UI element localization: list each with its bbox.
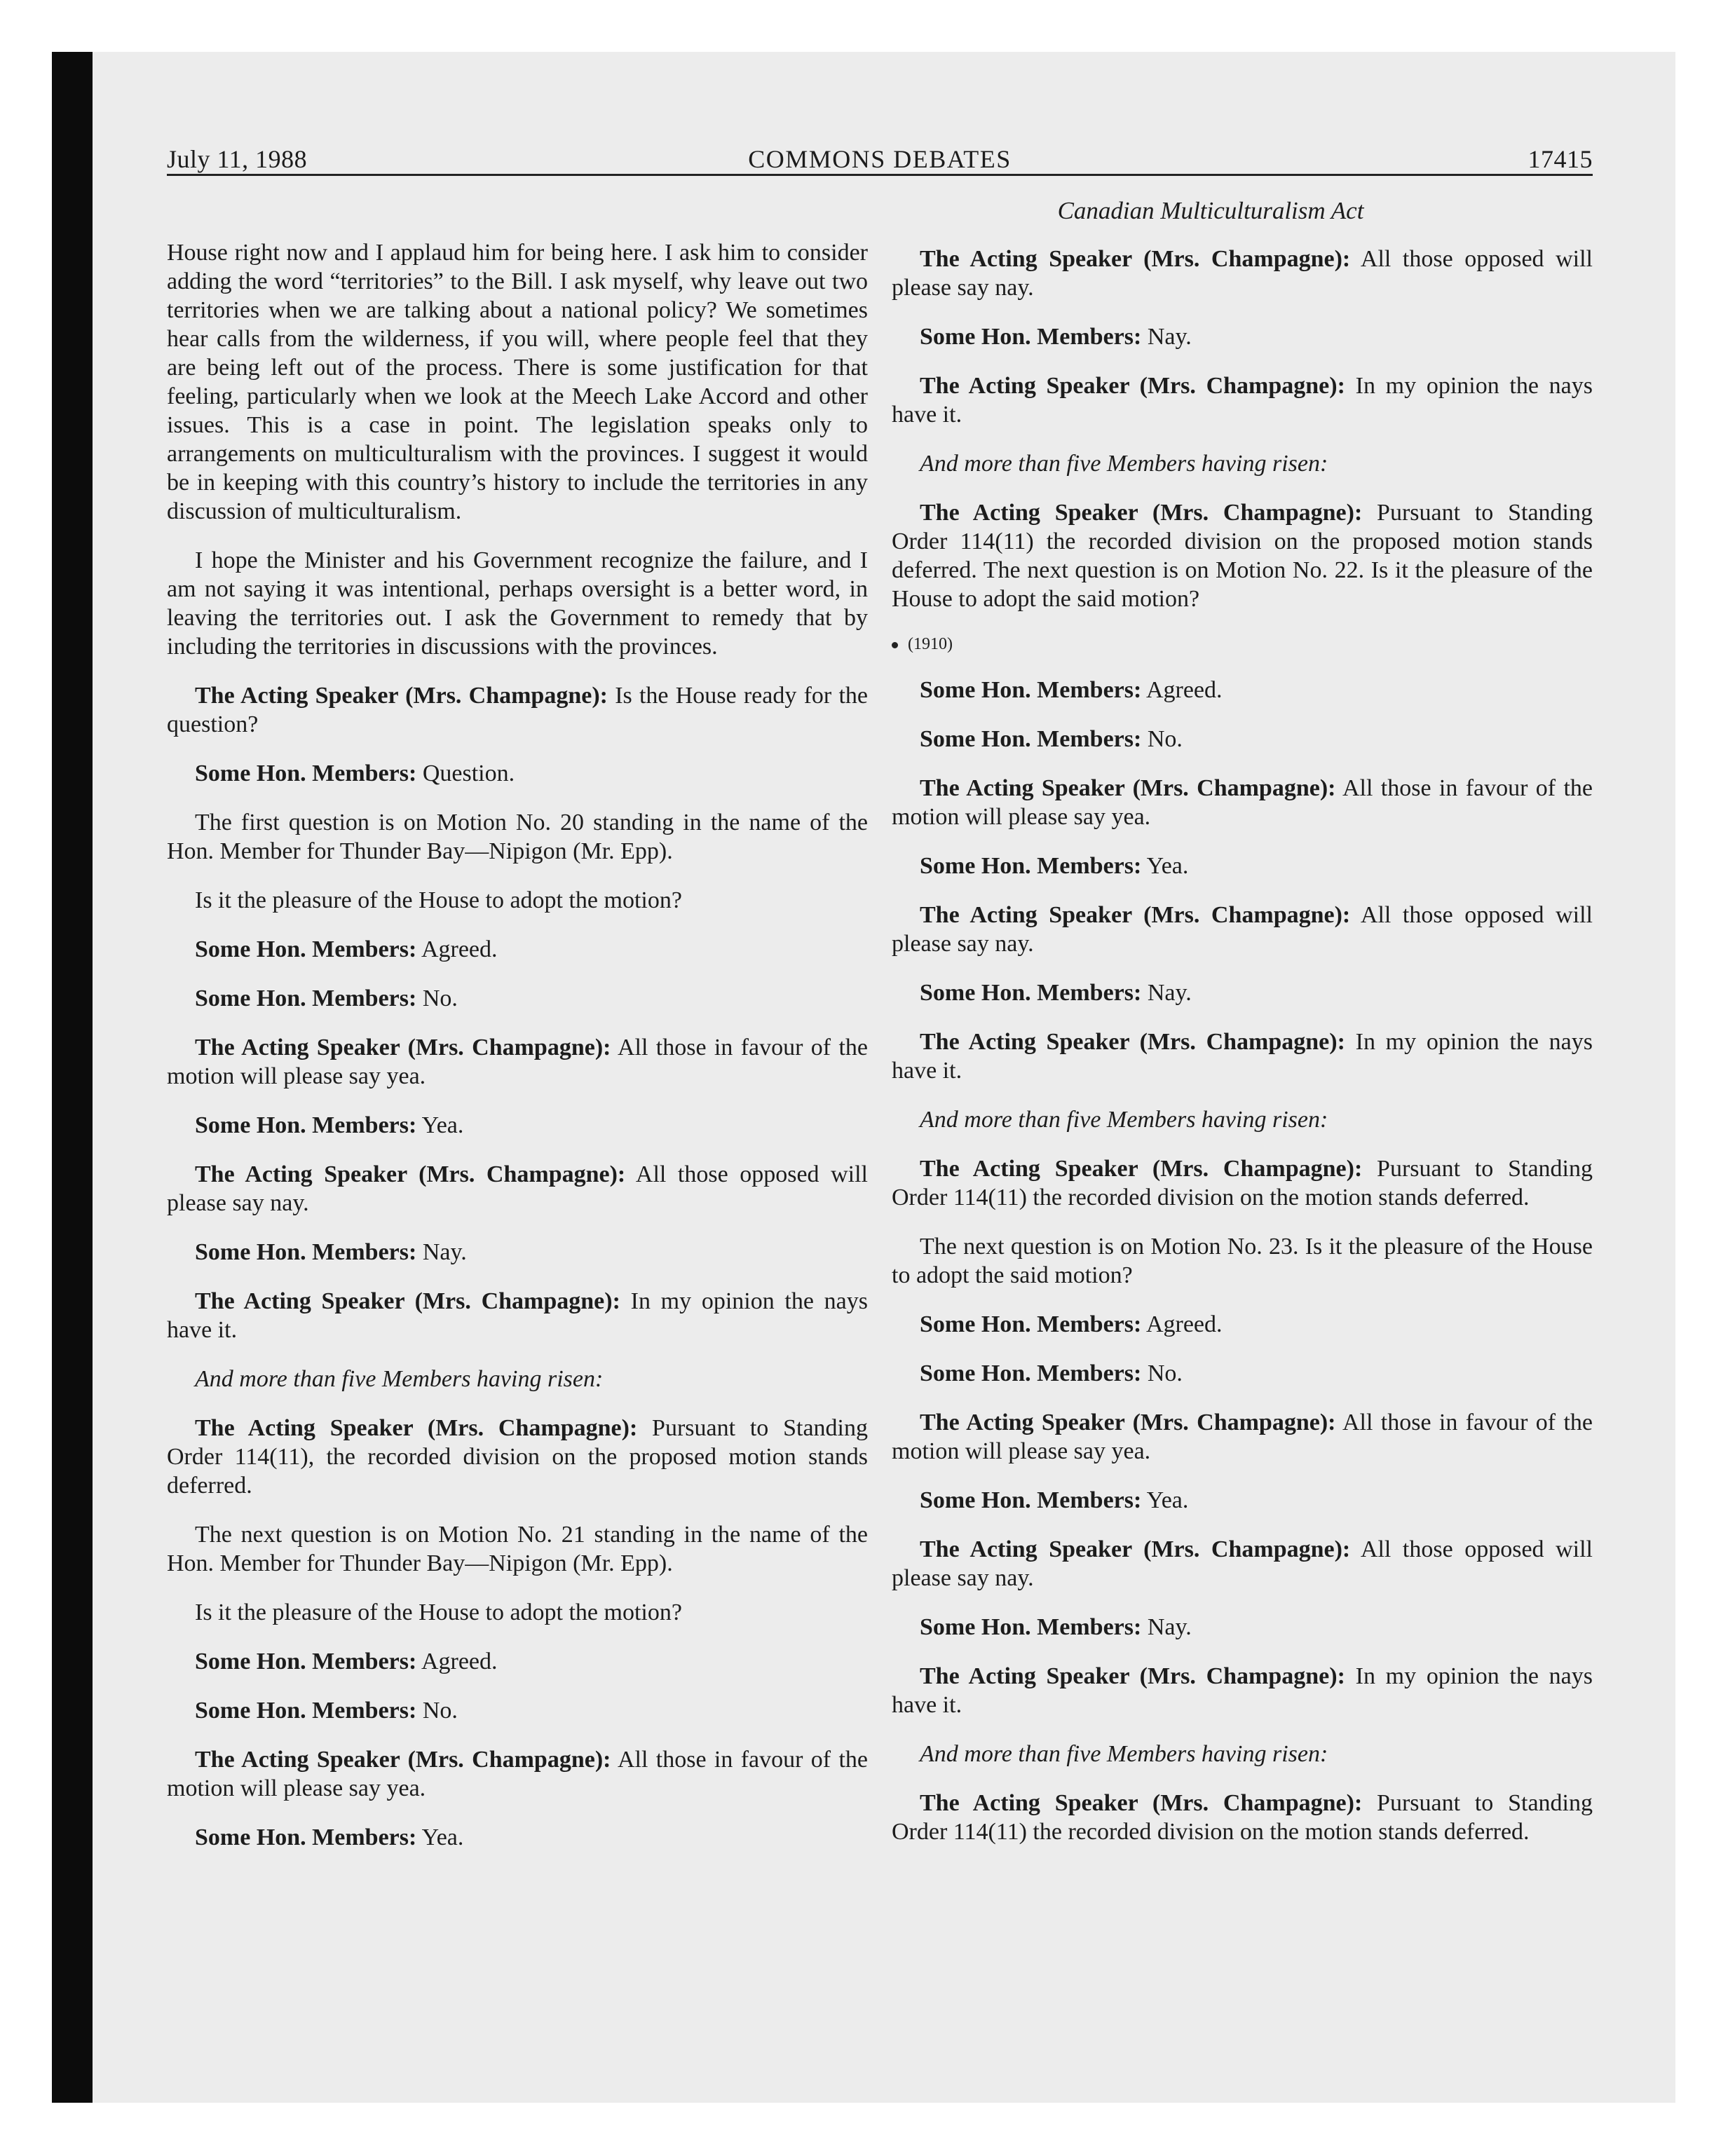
procedural-note-text: And more than five Members having risen: (920, 1741, 1328, 1767)
speech-text: All those in favour of the motion will please say yea. (892, 1410, 1593, 1464)
speech-text: No. (1141, 1360, 1183, 1386)
body-paragraph (892, 1232, 1593, 1290)
header-rule (167, 174, 1593, 176)
speaker-name: Some Hon. Members: (195, 936, 417, 962)
speech-text: In my opinion the nays have it. (892, 1029, 1593, 1084)
speaker-name: Some Hon. Members: (195, 1698, 417, 1724)
speech-text: No. (1141, 726, 1183, 752)
procedural-note (167, 1365, 868, 1393)
speaker-name: The Acting Speaker (Mrs. Champagne): (195, 1415, 638, 1441)
procedural-note-text: And more than five Members having risen: (920, 451, 1328, 477)
speaker-name: The Acting Speaker (Mrs. Champagne): (920, 500, 1363, 526)
right-column (892, 245, 1593, 1846)
speech-text: Agreed. (1141, 1311, 1223, 1337)
time-marker-text: (1910) (908, 635, 953, 653)
speech-paragraph (892, 978, 1593, 1007)
body-paragraph (167, 886, 868, 915)
speech-paragraph (892, 498, 1593, 613)
speech-paragraph (892, 1408, 1593, 1466)
speech-paragraph (167, 681, 868, 739)
speaker-name: Some Hon. Members: (920, 980, 1142, 1006)
body-paragraph (167, 1598, 868, 1627)
paragraph-text: The next question is on Motion No. 23. Is it the pleasure of the House to adopt the said motion? (892, 1234, 1593, 1288)
speaker-name: The Acting Speaker (Mrs. Champagne): (920, 373, 1345, 399)
procedural-note (892, 1105, 1593, 1134)
speech-text: All those opposed will please say nay. (892, 902, 1593, 957)
paragraph-text: Is it the pleasure of the House to adopt the motion? (195, 887, 682, 913)
speech-text: All those opposed will please say nay. (167, 1161, 868, 1216)
speaker-name: The Acting Speaker (Mrs. Champagne): (195, 1288, 620, 1314)
page-header (167, 140, 1593, 175)
speaker-name: The Acting Speaker (Mrs. Champagne): (920, 1029, 1345, 1055)
procedural-note-text: And more than five Members having risen: (920, 1107, 1328, 1133)
speech-paragraph (892, 852, 1593, 880)
speech-paragraph (892, 725, 1593, 753)
speech-text: Yea. (416, 1112, 464, 1138)
speech-text: Agreed. (1141, 677, 1223, 703)
speech-text: Pursuant to Standing Order 114(11) the recorded division on the motion stands deferred. (892, 1790, 1593, 1845)
speech-text: In my opinion the nays have it. (892, 373, 1593, 428)
speech-paragraph (892, 901, 1593, 958)
speaker-name: The Acting Speaker (Mrs. Champagne): (920, 902, 1351, 928)
paragraph-text: I hope the Minister and his Government recognize the failure, and I am not saying it was intentional, perhaps oversight is a better word, in leaving the territories out. I ask the Government to remedy that by including the territories in discussions with the provinces. (167, 547, 868, 660)
speaker-name: The Acting Speaker (Mrs. Champagne): (195, 1747, 611, 1773)
right-column-wrapper (892, 196, 1593, 1846)
speaker-name: Some Hon. Members: (920, 1614, 1142, 1640)
speaker-name: Some Hon. Members: (920, 1360, 1142, 1386)
speech-paragraph (892, 774, 1593, 831)
speaker-name: Some Hon. Members: (195, 985, 417, 1011)
speech-paragraph (892, 676, 1593, 704)
speech-text: All those opposed will please say nay. (892, 246, 1593, 301)
speech-paragraph (167, 1823, 868, 1852)
speech-text: Pursuant to Standing Order 114(11), the recorded division on the proposed motion stands deferred. (167, 1415, 868, 1499)
speaker-name: The Acting Speaker (Mrs. Champagne): (195, 1161, 626, 1187)
speaker-name: Some Hon. Members: (195, 1239, 417, 1265)
speaker-name: Some Hon. Members: (195, 1649, 417, 1674)
speech-paragraph (167, 1111, 868, 1140)
bullet-icon (892, 642, 898, 648)
speaker-name: Some Hon. Members: (920, 324, 1142, 350)
speech-text: All those in favour of the motion will please say yea. (892, 775, 1593, 830)
speaker-name: The Acting Speaker (Mrs. Champagne): (920, 1536, 1351, 1562)
speech-paragraph (892, 322, 1593, 351)
body-paragraph (167, 1520, 868, 1578)
speaker-name: The Acting Speaker (Mrs. Champagne): (195, 683, 608, 709)
speech-paragraph (892, 1310, 1593, 1339)
speech-text: Nay. (1141, 1614, 1192, 1640)
running-head: Canadian Multiculturalism Act (1057, 197, 1364, 224)
speaker-name: The Acting Speaker (Mrs. Champagne): (920, 1410, 1336, 1435)
paragraph-text: The first question is on Motion No. 20 standing in the name of the Hon. Member for Thunder Bay—Nipigon (Mr. Epp). (167, 810, 868, 864)
speech-text: Agreed. (416, 1649, 498, 1674)
speech-paragraph (892, 1154, 1593, 1212)
speech-text: No. (416, 1698, 458, 1724)
speech-text: Nay. (1141, 980, 1192, 1006)
speaker-name: The Acting Speaker (Mrs. Champagne): (920, 1790, 1363, 1816)
left-column (167, 238, 868, 1852)
speech-paragraph (167, 1414, 868, 1500)
speech-paragraph (167, 984, 868, 1013)
header-publication: COMMONS DEBATES (748, 145, 1012, 173)
speech-paragraph (167, 1745, 868, 1803)
speech-text: Agreed. (416, 936, 498, 962)
speech-paragraph (167, 759, 868, 788)
speech-text: In my opinion the nays have it. (892, 1663, 1593, 1718)
speech-paragraph (892, 1359, 1593, 1388)
speech-text: Is the House ready for the question? (167, 683, 868, 737)
speech-paragraph (167, 1160, 868, 1217)
speech-paragraph (892, 1486, 1593, 1515)
speech-text: Nay. (416, 1239, 467, 1265)
speaker-name: Some Hon. Members: (195, 760, 417, 786)
speaker-name: The Acting Speaker (Mrs. Champagne): (920, 1156, 1363, 1182)
header-date: July 11, 1988 (167, 145, 308, 173)
speech-text: Yea. (416, 1824, 464, 1850)
binding-edge (52, 52, 93, 2103)
speech-paragraph (892, 371, 1593, 429)
speech-paragraph (167, 935, 868, 964)
speech-paragraph (892, 1535, 1593, 1592)
speech-text: Yea. (1141, 853, 1189, 879)
speaker-name: Some Hon. Members: (920, 1311, 1142, 1337)
paragraph-text: The next question is on Motion No. 21 standing in the name of the Hon. Member for Thunder Bay—Nipigon (Mr. Epp). (167, 1522, 868, 1576)
speech-text: All those in favour of the motion will please say yea. (167, 1035, 868, 1089)
speech-text: Yea. (1141, 1487, 1189, 1513)
speech-paragraph (892, 1789, 1593, 1846)
time-marker (892, 634, 1593, 655)
speech-paragraph (167, 1647, 868, 1676)
speech-paragraph (167, 1696, 868, 1725)
speaker-name: The Acting Speaker (Mrs. Champagne): (920, 1663, 1345, 1689)
speech-text: In my opinion the nays have it. (167, 1288, 868, 1343)
speech-text: No. (416, 985, 458, 1011)
speaker-name: The Acting Speaker (Mrs. Champagne): (195, 1035, 611, 1060)
speech-paragraph (167, 1033, 868, 1091)
speech-paragraph (167, 1238, 868, 1267)
paragraph-text: House right now and I applaud him for being here. I ask him to consider adding the word “territories” to the Bill. I ask myself, why leave out two territories when we are talking about a national policy? We sometimes hear calls from the wilderness, if you will, where people feel that they are being left out of the process. There is some justification for that feeling, particularly when we look at the Meech Lake Accord and other issues. This is a case in point. The legislation speaks only to arrangements on multiculturalism with the provinces. I suggest it would be in keeping with this country’s history to include the territories in any discussion of multiculturalism. (167, 240, 868, 524)
speech-text: Pursuant to Standing Order 114(11) the recorded division on the proposed motion stands deferred. The next question is on Motion No. 22. Is it the pleasure of the House to adopt the said motion? (892, 500, 1593, 612)
speaker-name: The Acting Speaker (Mrs. Champagne): (920, 246, 1351, 272)
speaker-name: Some Hon. Members: (920, 853, 1142, 879)
speech-paragraph (892, 1613, 1593, 1642)
speech-paragraph (892, 1028, 1593, 1085)
speech-text: Question. (416, 760, 515, 786)
body-paragraph (167, 238, 868, 526)
speech-paragraph (167, 1287, 868, 1344)
speech-text: All those opposed will please say nay. (892, 1536, 1593, 1591)
speech-text: Pursuant to Standing Order 114(11) the recorded division on the motion stands deferred. (892, 1156, 1593, 1210)
procedural-note (892, 449, 1593, 478)
body-paragraph (167, 546, 868, 661)
procedural-note (892, 1740, 1593, 1768)
speaker-name: Some Hon. Members: (920, 1487, 1142, 1513)
speech-paragraph (892, 1662, 1593, 1719)
speaker-name: Some Hon. Members: (195, 1824, 417, 1850)
speech-text: All those in favour of the motion will please say yea. (167, 1747, 868, 1801)
speaker-name: The Acting Speaker (Mrs. Champagne): (920, 775, 1336, 801)
speech-text: Nay. (1141, 324, 1192, 350)
header-page-number: 17415 (1528, 145, 1593, 173)
speaker-name: Some Hon. Members: (195, 1112, 417, 1138)
speaker-name: Some Hon. Members: (920, 726, 1142, 752)
speech-paragraph (892, 245, 1593, 302)
procedural-note-text: And more than five Members having risen: (195, 1366, 604, 1392)
paragraph-text: Is it the pleasure of the House to adopt the motion? (195, 1599, 682, 1625)
speaker-name: Some Hon. Members: (920, 677, 1142, 703)
body-paragraph (167, 808, 868, 866)
